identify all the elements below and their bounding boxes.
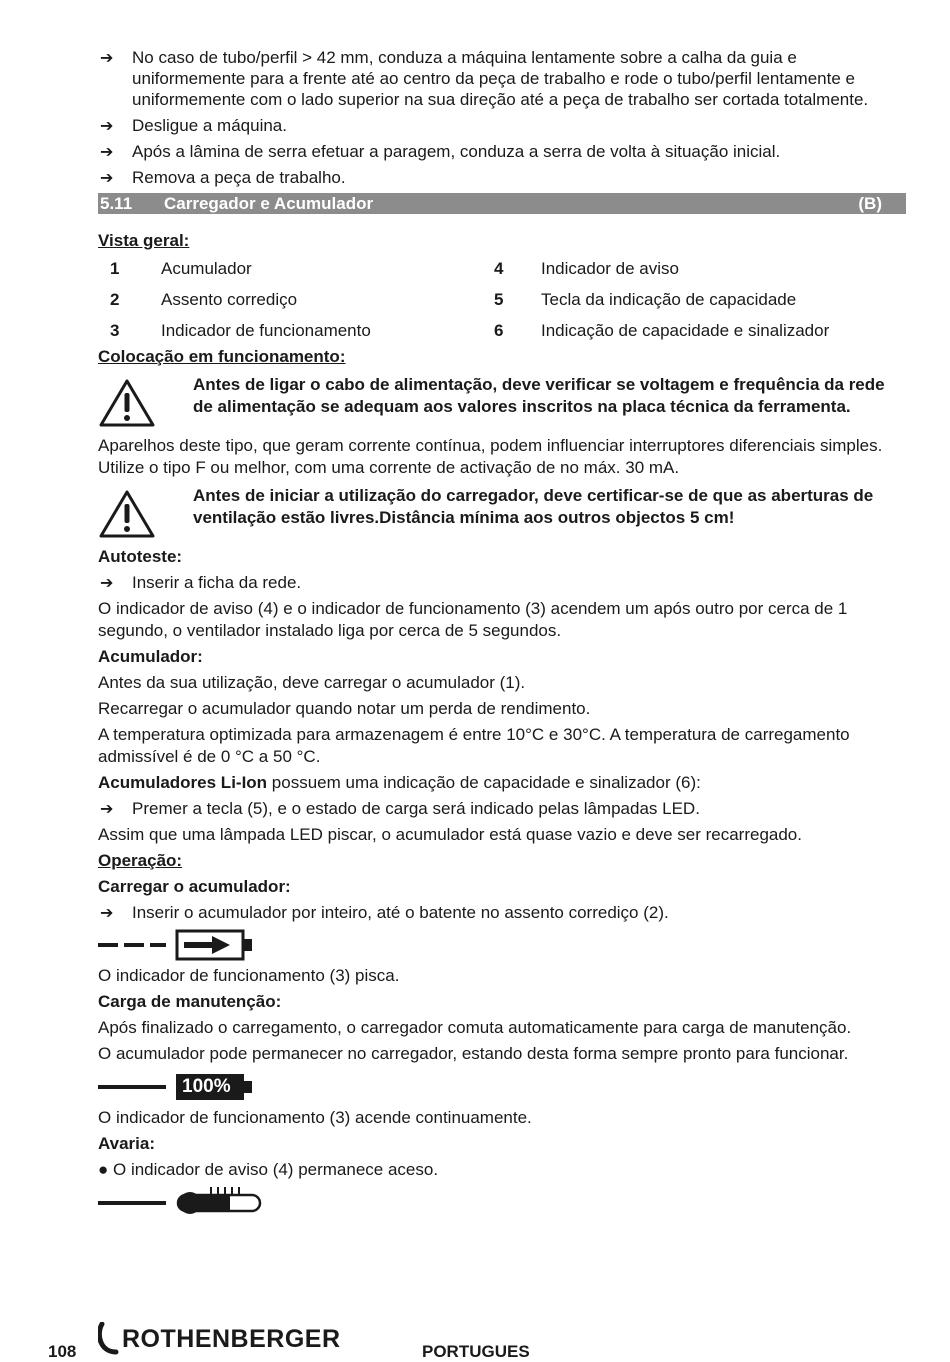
paragraph-text: possuem uma indicação de capacidade e sinalizador (6):	[267, 773, 701, 792]
overview-list	[98, 258, 906, 342]
warning-triangle-icon	[98, 374, 193, 433]
paragraph: Recarregar o acumulador quando notar um perda de rendimento.	[98, 699, 591, 718]
step-item	[98, 167, 906, 188]
item-number: 1	[110, 259, 120, 278]
item-label: Indicação de capacidade e sinalizador	[541, 321, 830, 340]
manual-page	[98, 47, 906, 1223]
step-item	[98, 115, 906, 136]
full-charge-symbol	[98, 1071, 906, 1103]
paragraph: Aparelhos deste tipo, que geram corrente contínua, podem influenciar interruptores diferenciais simples. Utilize o tipo F ou melhor, com uma corrente de activação de no máx. 30 mA.	[98, 436, 883, 477]
overview-item	[98, 289, 494, 311]
brand-name: ROTHENBERGER	[122, 1324, 341, 1353]
battery-heading: Acumulador:	[98, 647, 203, 666]
arrow-icon: ➔	[100, 573, 114, 592]
charging-blink-symbol	[98, 929, 906, 961]
arrow-icon: ➔	[100, 48, 114, 67]
section-title: Carregador e Acumulador	[164, 194, 374, 213]
logo-hook-icon	[98, 1322, 120, 1356]
item-number: 3	[110, 321, 120, 340]
item-label: Assento corrediço	[161, 290, 298, 309]
overview-item	[494, 320, 906, 342]
selftest-heading: Autoteste:	[98, 547, 183, 566]
warning-block	[98, 374, 906, 433]
step-text: Desligue a máquina.	[132, 116, 287, 135]
item-label: Indicador de aviso	[541, 259, 679, 278]
step-item	[98, 141, 906, 162]
arrow-icon: ➔	[100, 799, 114, 818]
overview-item	[494, 289, 906, 311]
overview-item	[494, 258, 906, 280]
paragraph	[98, 772, 906, 794]
item-label: Indicador de funcionamento	[161, 321, 371, 340]
commissioning-heading: Colocação em funcionamento:	[98, 347, 346, 366]
bold-term: Acumuladores Li-Ion	[98, 773, 268, 792]
arrow-icon: ➔	[100, 116, 114, 135]
item-label: Tecla da indicação de capacidade	[541, 290, 797, 309]
step-item	[98, 902, 906, 923]
step-item	[98, 572, 906, 593]
warning-triangle-icon	[98, 485, 193, 544]
paragraph: O indicador de aviso (4) e o indicador de funcionamento (3) acendem um após outro por cerca de 1 segundo, o ventilador instalado liga por cerca de 5 segundos.	[98, 599, 848, 640]
arrow-icon: ➔	[100, 903, 114, 922]
arrow-icon: ➔	[100, 142, 114, 161]
paragraph: A temperatura optimizada para armazenagem é entre 10°C e 30°C. A temperatura de carregamento admissível é de 0 °C a 50 °C.	[98, 725, 850, 766]
page-number: 108	[48, 1342, 77, 1361]
operation-heading: Operação:	[98, 851, 183, 870]
item-number: 4	[494, 259, 504, 278]
paragraph: Assim que uma lâmpada LED piscar, o acumulador está quase vazio e deve ser recarregado.	[98, 825, 802, 844]
temperature-warning-symbol	[98, 1187, 906, 1219]
paragraph: O acumulador pode permanecer no carregador, estando desta forma sempre pronto para funcionar.	[98, 1044, 849, 1063]
charge-heading: Carregar o acumulador:	[98, 877, 291, 896]
item-number: 6	[494, 321, 504, 340]
maintenance-heading: Carga de manutenção:	[98, 992, 282, 1011]
item-label: Acumulador	[161, 259, 252, 278]
item-number: 5	[494, 290, 504, 309]
section-figure-ref: (B)	[858, 194, 882, 213]
warning-text: Antes de ligar o cabo de alimentação, deve verificar se voltagem e frequência da rede de alimentação se adequam aos valores inscritos na placa técnica da ferramenta.	[193, 375, 885, 416]
step-text: Premer a tecla (5), e o estado de carga será indicado pelas lâmpadas LED.	[132, 799, 700, 818]
paragraph: Antes da sua utilização, deve carregar o acumulador (1).	[98, 673, 526, 692]
fault-heading: Avaria:	[98, 1134, 156, 1153]
section-number: 5.11	[100, 194, 133, 213]
step-item	[98, 798, 906, 819]
overview-heading: Vista geral:	[98, 231, 190, 250]
language-label: PORTUGUES	[422, 1342, 530, 1361]
brand-logo	[98, 1322, 341, 1356]
overview-item	[98, 320, 494, 342]
item-number: 2	[110, 290, 120, 309]
paragraph: O indicador de funcionamento (3) acende continuamente.	[98, 1108, 532, 1127]
step-text: Remova a peça de trabalho.	[132, 168, 346, 187]
step-text: Após a lâmina de serra efetuar a paragem, conduza a serra de volta à situação inicial.	[132, 142, 781, 161]
paragraph: O indicador de funcionamento (3) pisca.	[98, 966, 400, 985]
step-text: No caso de tubo/perfil > 42 mm, conduza a máquina lentamente sobre a calha da guia e uniformemente para a frente até ao centro da peça de trabalho e rode o tubo/perfil lentamente e uniformemente com o lado superior na sua direção até a peça de trabalho ser cortada totalmente.	[132, 48, 869, 109]
warning-text: Antes de iniciar a utilização do carregador, deve certificar-se de que as aberturas de ventilação estão livres.Distância mínima aos outros objectos 5 cm!	[193, 486, 874, 527]
warning-block	[98, 485, 906, 544]
step-text: Inserir o acumulador por inteiro, até o batente no assento corrediço (2).	[132, 903, 669, 922]
full-charge-label: 100%	[182, 1076, 231, 1097]
overview-item	[98, 258, 494, 280]
step-text: Inserir a ficha da rede.	[132, 573, 302, 592]
step-item	[98, 47, 906, 110]
paragraph: Após finalizado o carregamento, o carregador comuta automaticamente para carga de manutenção.	[98, 1018, 852, 1037]
section-heading-bar	[98, 193, 906, 214]
bullet-item: ● O indicador de aviso (4) permanece aceso.	[98, 1160, 439, 1179]
arrow-icon: ➔	[100, 168, 114, 187]
